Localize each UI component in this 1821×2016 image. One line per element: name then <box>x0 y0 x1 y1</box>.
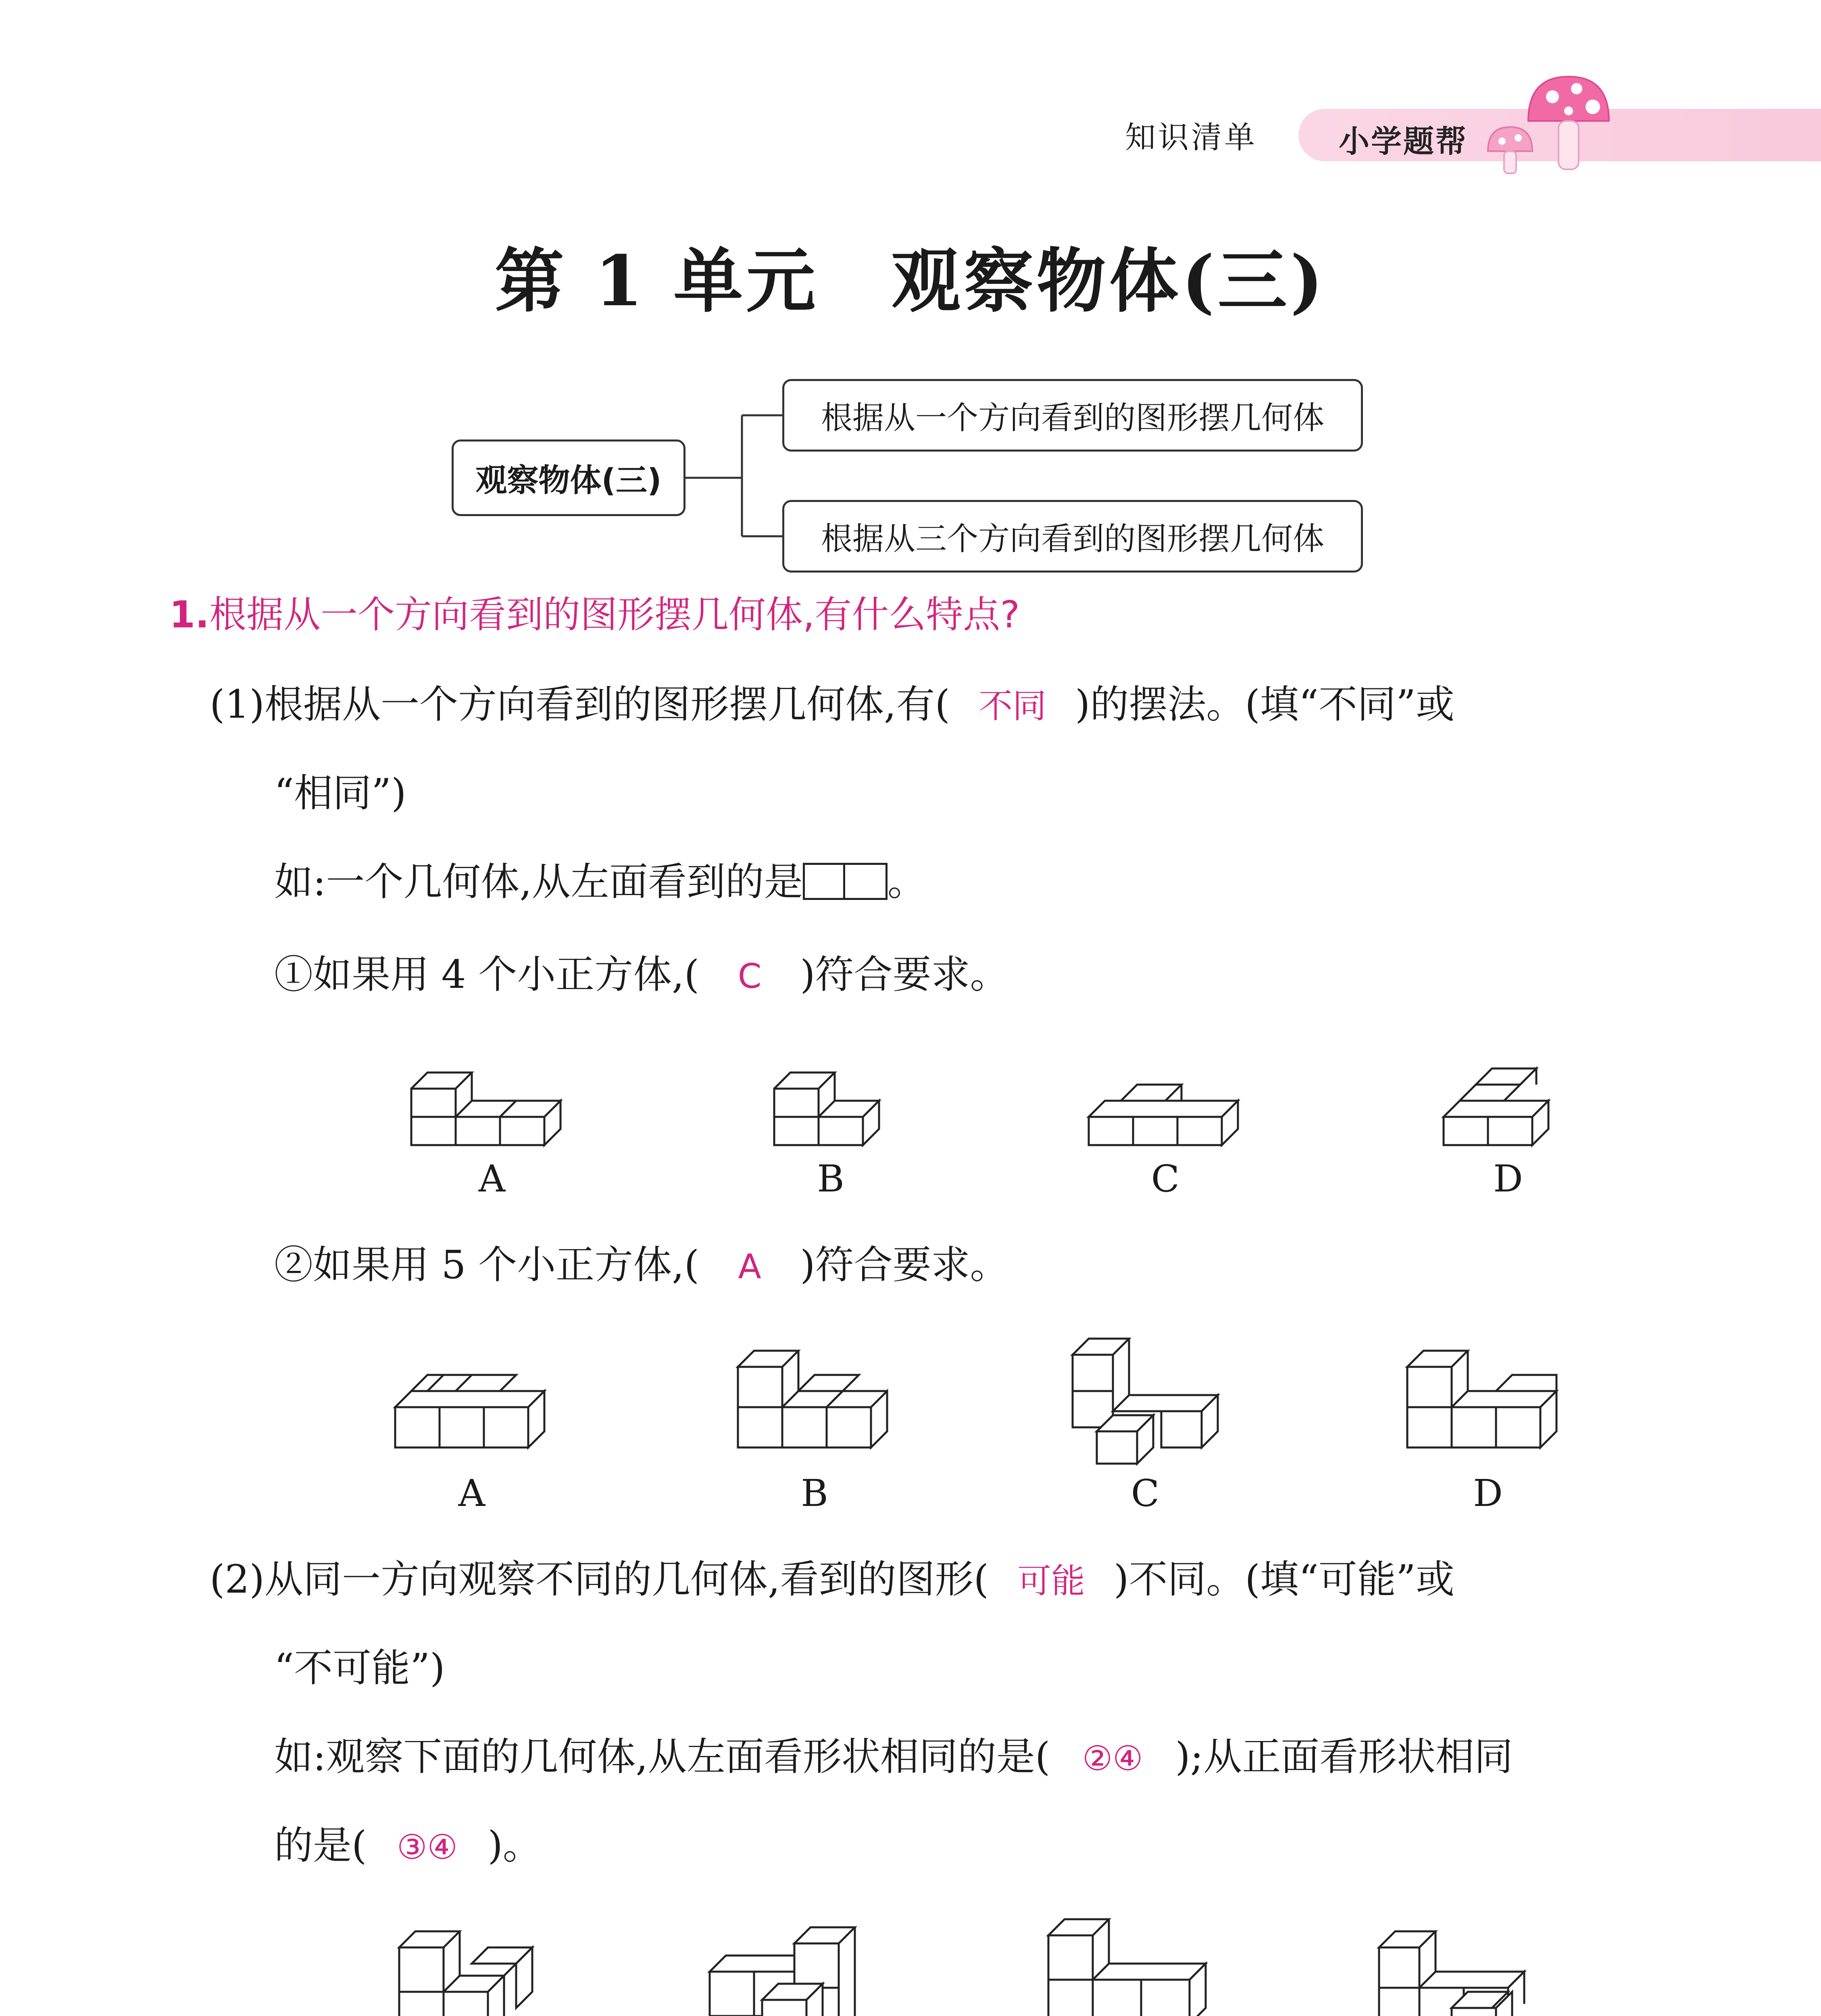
sub1-label-b: B <box>817 1157 844 1200</box>
header-section-label: 知识清单 <box>1125 119 1257 155</box>
figure-sub2-d <box>1407 1351 1556 1447</box>
header-brand: 小学题帮 <box>1339 123 1468 159</box>
q1-sub2-pre: ②如果用 5 个小正方体,( <box>274 1242 700 1287</box>
left-view-square <box>803 863 845 900</box>
q1-part1-line <box>210 681 1454 728</box>
figure-sub1-b <box>766 1040 903 1161</box>
q1-example-end: 。 <box>887 859 926 904</box>
sub2-label-d: D <box>1473 1472 1503 1515</box>
q1-part1-pre: (1)根据从一个方向看到的图形摆几何体,有( <box>210 682 950 727</box>
mindmap-branch-2: 根据从三个方向看到的图形摆几何体 <box>782 500 1363 573</box>
figure-part2-4 <box>1379 1931 1524 2016</box>
figure-sub2-c <box>1073 1339 1218 1464</box>
q1-part2-answer-1: ②④ <box>1082 1739 1143 1778</box>
q1-part2-ex-mid: );从正面看形状相同 <box>1175 1734 1513 1779</box>
q1-sub1-pre: ①如果用 4 个小正方体,( <box>274 952 700 997</box>
q1-part1-post: )的摆法。(填“不同”或 <box>1075 682 1455 727</box>
q1-part1-answer: 不同 <box>978 686 1046 726</box>
q1-sub1-post: )符合要求。 <box>800 952 1009 997</box>
q1-example-text: 如:一个几何体,从左面看到的是 <box>274 859 803 904</box>
mushroom-logo-icon <box>1460 60 1629 181</box>
sub1-label-c: C <box>1151 1157 1180 1200</box>
q1-part2-ex-pre2: 的是( <box>274 1823 367 1868</box>
figure-sub1-a <box>399 1040 577 1161</box>
q1-part2-example-cont <box>274 1822 542 1869</box>
q1-sub2-answer: A <box>738 1247 761 1286</box>
figure-part2-3 <box>1048 1919 1206 2016</box>
figure-part2-2 <box>710 1927 855 2016</box>
q1-part2-example <box>274 1734 1513 1780</box>
q1-part2-answer: 可能 <box>1017 1561 1085 1601</box>
q1-part2-answer-2: ③④ <box>397 1827 458 1867</box>
q1-part2-ex-end: )。 <box>488 1823 542 1868</box>
sub2-label-a: A <box>458 1472 485 1515</box>
q1-sub1-answer: C <box>738 956 762 996</box>
mindmap-connector <box>685 407 790 544</box>
q1-part2-post: )不同。(填“可能”或 <box>1113 1557 1455 1602</box>
q1-sub2-post: )符合要求。 <box>800 1242 1009 1287</box>
mindmap-root: 观察物体(三) <box>452 439 685 516</box>
mindmap-branch-1: 根据从一个方向看到的图形摆几何体 <box>782 379 1363 452</box>
sub1-label-a: A <box>478 1157 506 1200</box>
q1-part2-pre: (2)从同一方向观察不同的几何体,看到的图形( <box>210 1557 989 1602</box>
figure-sub2-b <box>738 1351 887 1447</box>
q1-example-line <box>274 859 926 905</box>
question-1-text: 根据从一个方向看到的图形摆几何体,有什么特点? <box>209 593 1020 636</box>
figure-sub1-d <box>1444 1068 1548 1145</box>
q1-sub2-line <box>274 1242 1009 1288</box>
figure-sub1-c <box>1089 1085 1238 1145</box>
left-view-square <box>845 863 888 900</box>
q1-part1-cont: “相同”) <box>274 771 406 816</box>
sub1-label-d: D <box>1493 1157 1523 1200</box>
q1-part2-cont: “不可能”) <box>274 1645 445 1691</box>
q1-part2-line <box>210 1556 1454 1603</box>
q1-sub1-line <box>274 952 1009 998</box>
q1-part2-ex-pre: 如:观察下面的几何体,从左面看形状相同的是( <box>274 1734 1050 1779</box>
question-1-number: 1. <box>169 593 209 636</box>
sub2-label-b: B <box>801 1472 828 1515</box>
figure-part2-1 <box>399 1931 532 2016</box>
figure-sub2-a <box>395 1375 544 1447</box>
question-1 <box>169 593 1020 637</box>
page-title: 第 1 单元 观察物体(三) <box>494 240 1327 322</box>
sub2-label-c: C <box>1131 1472 1160 1515</box>
